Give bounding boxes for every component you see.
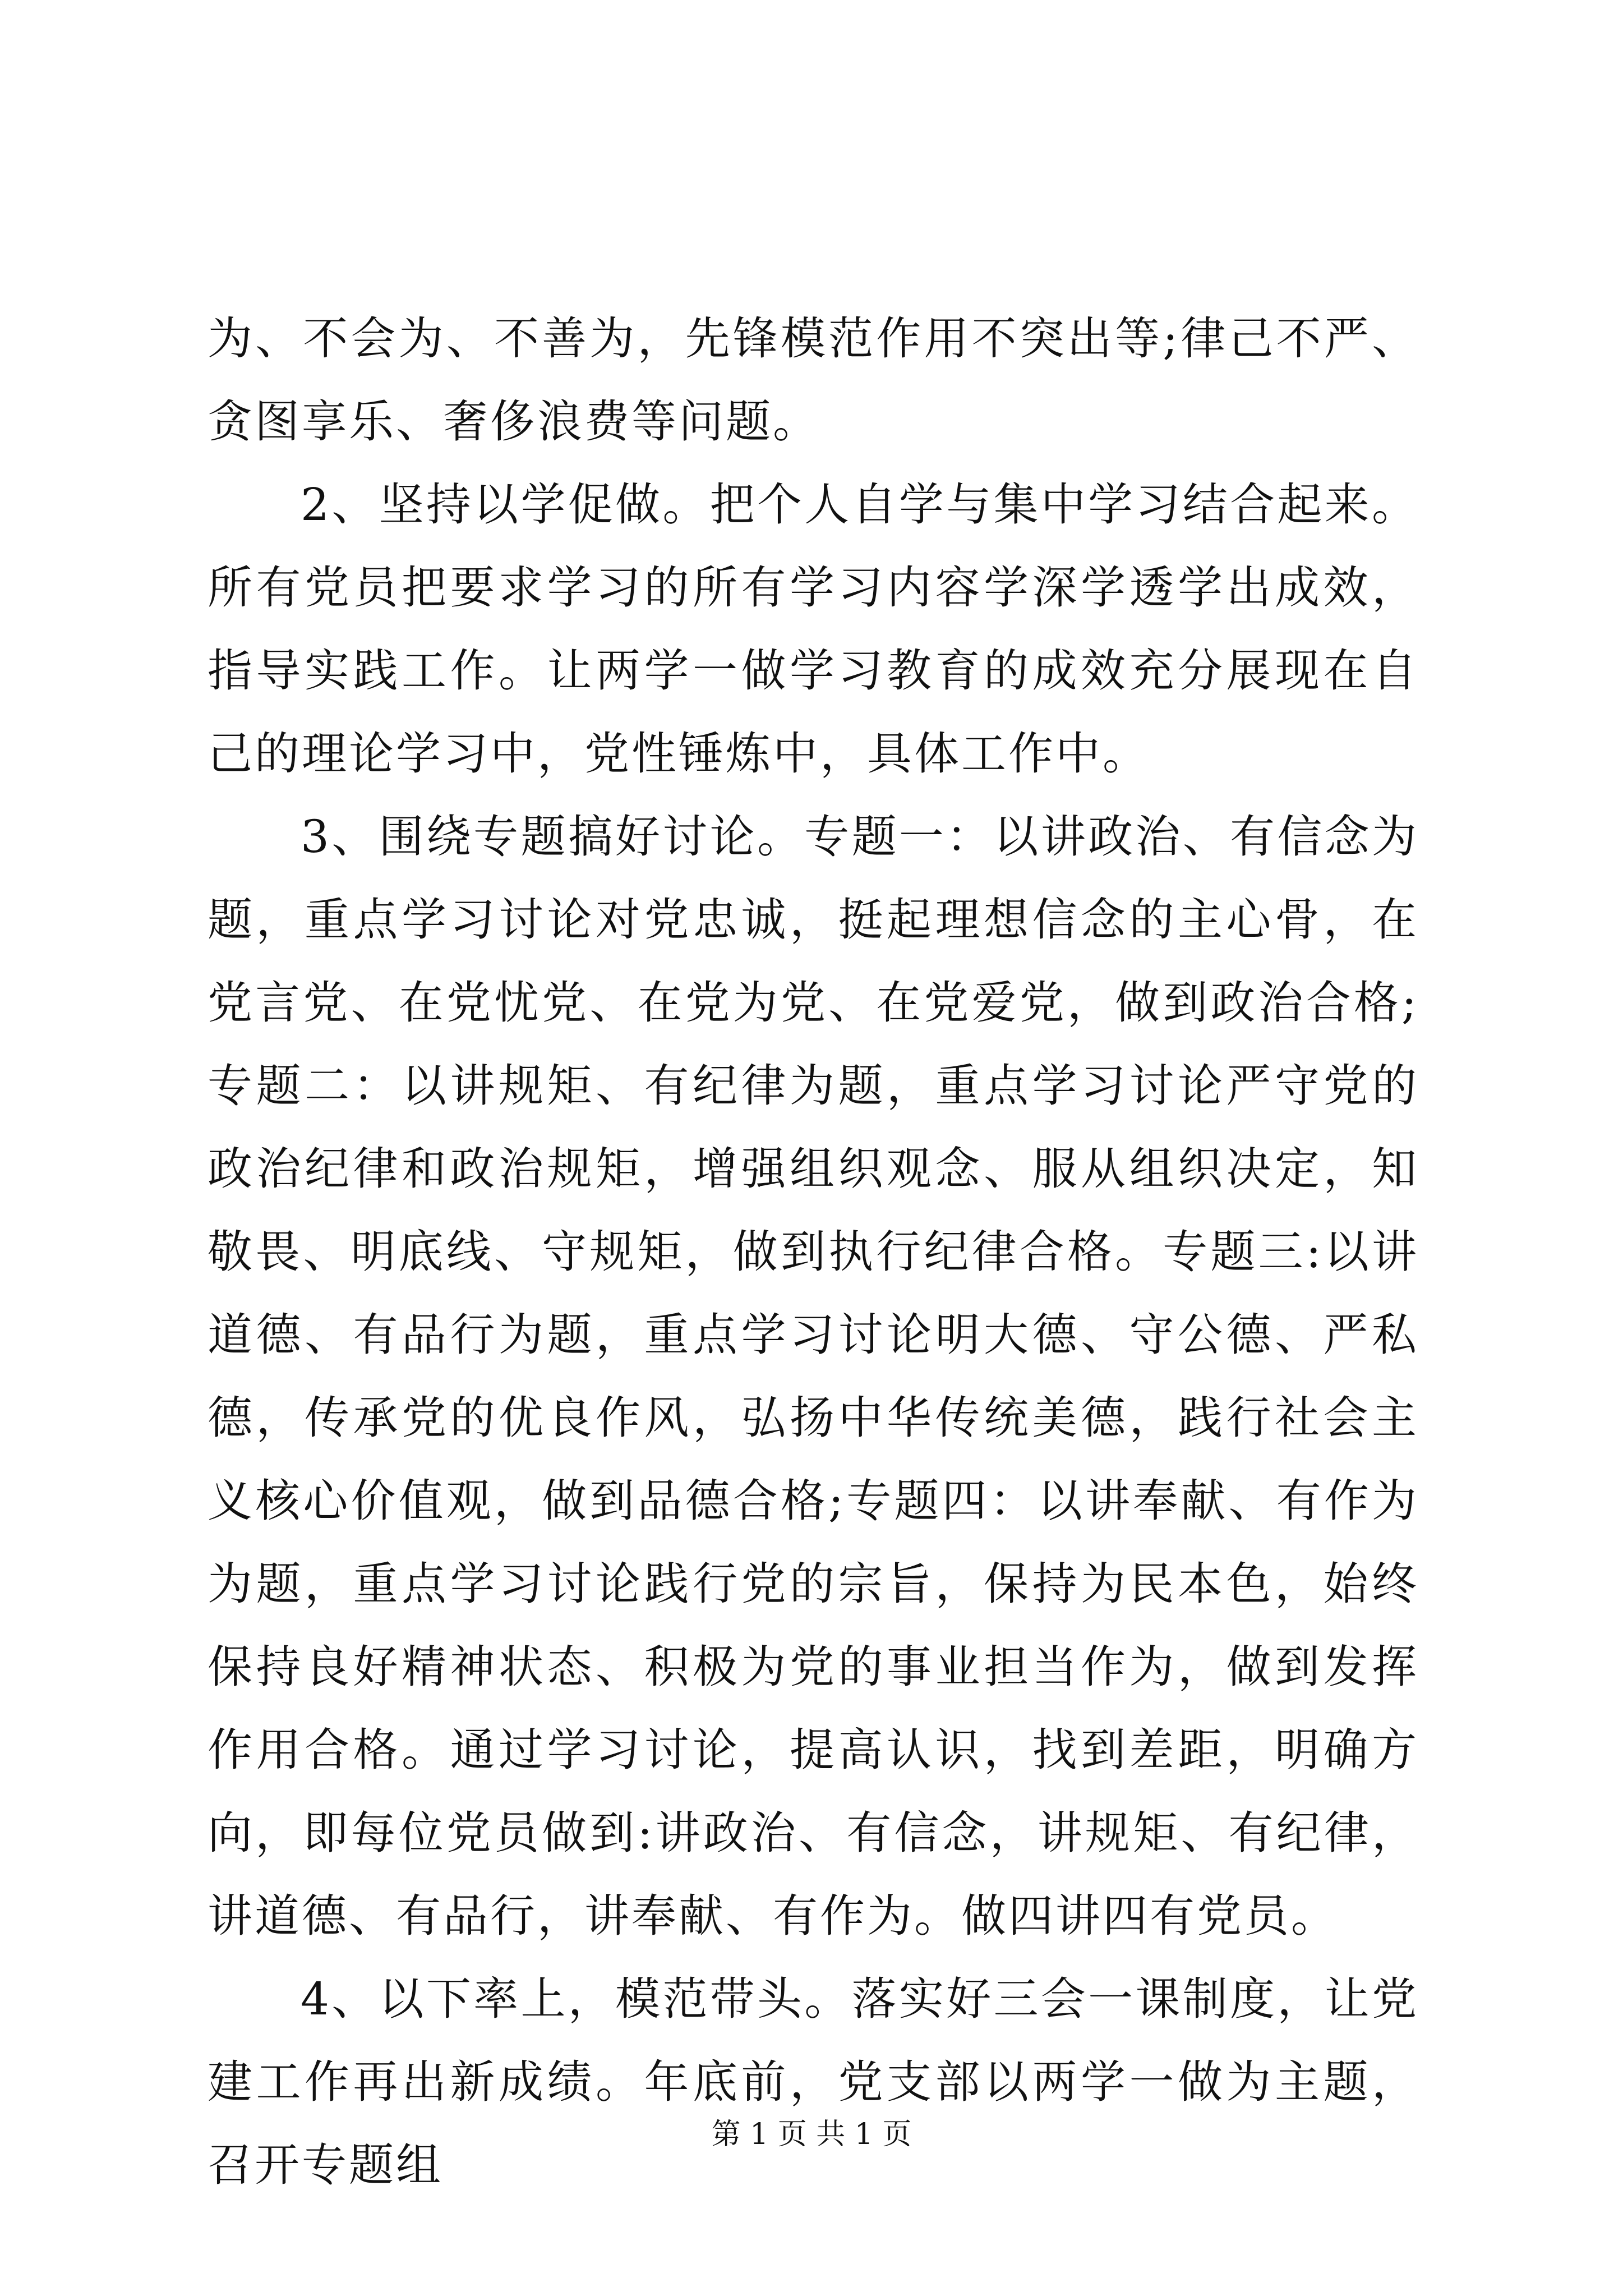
paragraph-4: 4、以下率上，模范带头。落实好三会一课制度，让党建工作再出新成绩。年底前，党支部以两学一做为主题，召开专题组 <box>208 1973 1419 2191</box>
paragraph-2: 2、坚持以学促做。把个人自学与集中学习结合起来。所有党员把要求学习的所有学习内容学深学透学出成效，指导实践工作。让两学一做学习教育的成效充分展现在自己的理论学习中，党性锤炼中，具体工作中。 <box>208 478 1419 780</box>
paragraph-3: 3、围绕专题搞好讨论。专题一：以讲政治、有信念为题，重点学习讨论对党忠诚，挺起理想信念的主心骨，在党言党、在党忧党、在党为党、在党爱党，做到政治合格;专题二：以讲规矩、有纪律为题，重点学习讨论严守党的政治纪律和政治规矩，增强组织观念、服从组织决定，知敬畏、明底线、守规矩，做到执行纪律合格。专题三:以讲道德、有品行为题，重点学习讨论明大德、守公德、严私德，传承党的优良作风，弘扬中华传统美德，践行社会主义核心价值观，做到品德合格;专题四：以讲奉献、有作为为题，重点学习讨论践行党的宗旨，保持为民本色，始终保持良好精神状态、积极为党的事业担当作为，做到发挥作用合格。通过学习讨论，提高认识，找到差距，明确方向，即每位党员做到:讲政治、有信念，讲规矩、有纪律，讲道德、有品行，讲奉献、有作为。做四讲四有党员。 <box>208 811 1419 1942</box>
paragraph-1: 为、不会为、不善为，先锋模范作用不突出等;律己不严、贪图享乐、奢侈浪费等问题。 <box>208 312 1419 448</box>
page-footer: 第 1 页 共 1 页 <box>711 2118 912 2151</box>
document-body <box>208 297 1419 2207</box>
